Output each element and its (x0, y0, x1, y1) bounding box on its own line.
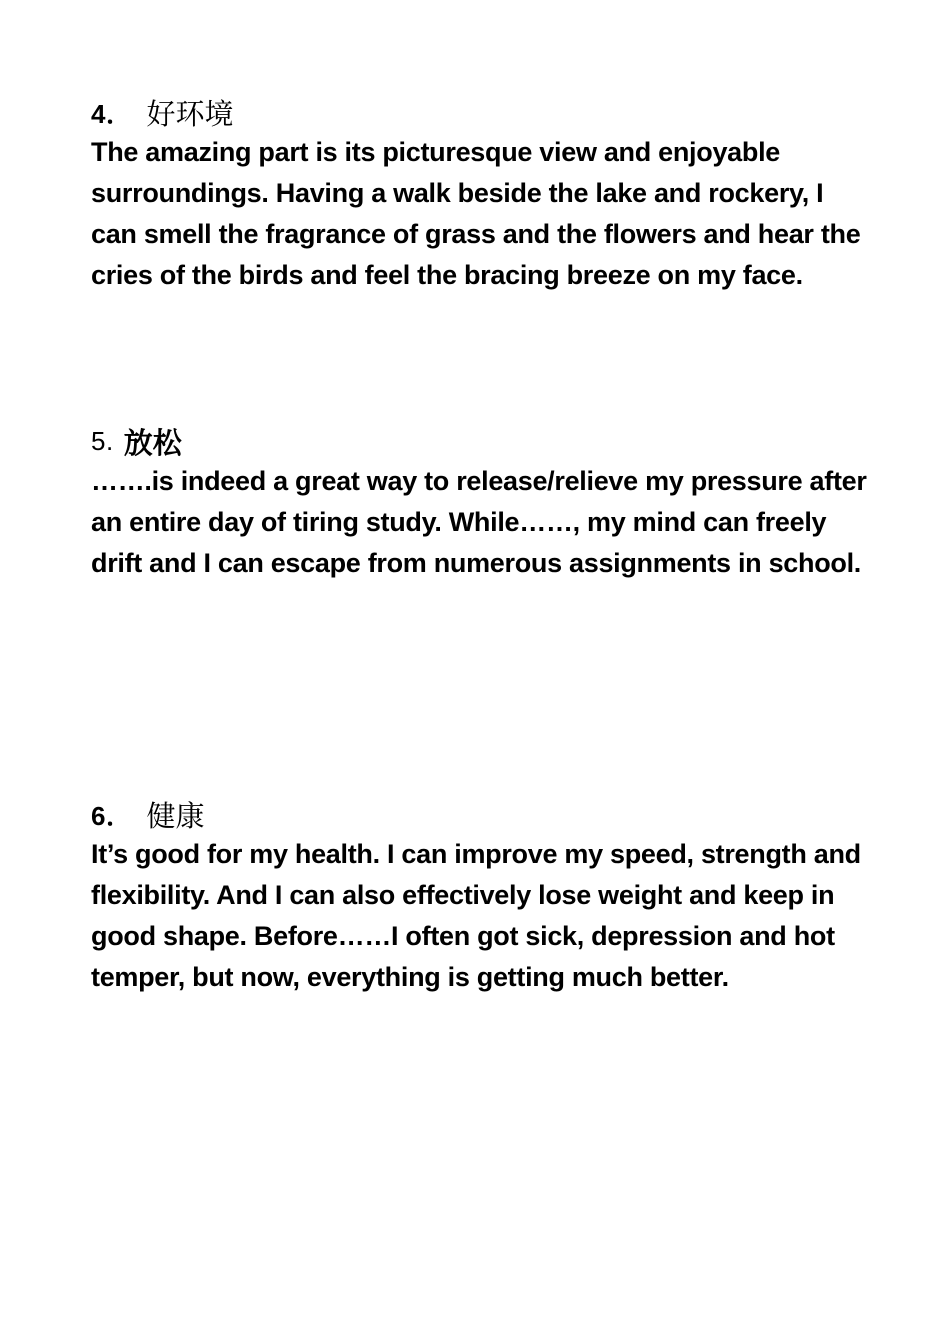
section-number: 5. (91, 425, 114, 456)
section-number: 4． (91, 98, 133, 129)
section-title: 好环境 (146, 96, 234, 131)
section-title: 健康 (146, 798, 205, 833)
section-body: It’s good for my health. I can improve my speed, strength and flexibility. And I can also effectively lose weight and keep in good shape. Before……I often got sick, depression and hot temper, but now, everything is getting much better. (91, 839, 861, 992)
section-number: 6． (91, 800, 133, 831)
section-health (91, 794, 871, 998)
section-body: The amazing part is its picturesque view and enjoyable surroundings. Having a walk beside the lake and rockery, I can smell the fragrance of grass and the flowers and hear the cries of the birds and feel the bracing breeze on my face. (91, 137, 861, 290)
section-heading (91, 794, 871, 834)
section-body: …….is indeed a great way to release/relieve my pressure after an entire day of tiring study. While……, my mind can freely drift and I can escape from numerous assignments in school. (91, 466, 867, 578)
section-environment (91, 92, 871, 296)
section-title: 放松 (123, 425, 182, 460)
section-relax (91, 421, 871, 584)
section-heading (91, 421, 871, 461)
section-heading (91, 92, 871, 132)
